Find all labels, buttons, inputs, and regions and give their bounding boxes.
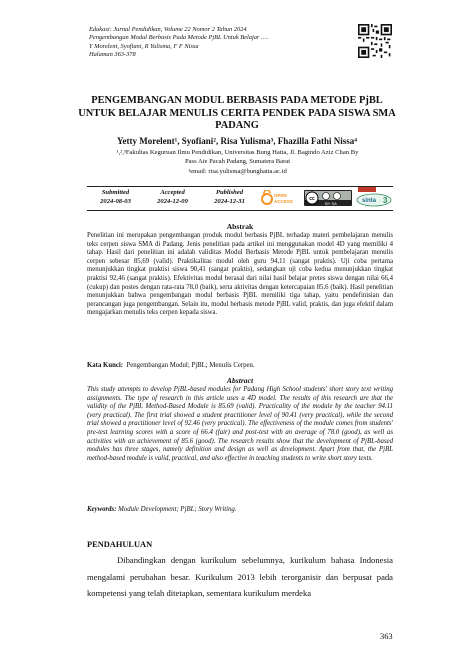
author-list: Yetty Morelent¹, Syofiani², Risa Yulisma³, Fhazilla Fathi Nissa⁴ — [117, 136, 357, 146]
header-line: Y Morelent, Syofiani, R Yulisma, F F Nissa — [89, 42, 199, 50]
qr-code-icon — [358, 24, 392, 58]
svg-text:BY SA: BY SA — [325, 201, 337, 206]
sinta-logo-icon — [356, 186, 392, 208]
keywords: Keywords: Module Development; PjBL; Story Writing. — [87, 506, 237, 513]
divider — [87, 186, 393, 187]
published-date: Published 2024-12-31 — [214, 189, 245, 205]
divider — [87, 210, 393, 211]
submitted-date: Submitted 2024-08-03 — [100, 189, 131, 205]
header-line: Halaman 363-378 — [89, 50, 136, 58]
page-number: 363 — [380, 632, 393, 641]
abstract-text: This study attempts to develop PjBL-based modules for Padang High School students' short story text writing assignments. The type of research in this article uses a 4D model. The results of this research are that the validity of the PjBL Method-Based Module is 85.69 (valid). Practicality of the module by the teacher 94.11 (very practical). The first trial showed a student practitioner level of 90.41 (very practical), while the second trial showed a practitioner level of 92.46 (very practical). The effectiveness of the module comes from students' pre-test learning scores with a score of 66.4 (fair) and post-test with an average of 78.0 (good), as well as activities with an achievement of 85.6 (good). The research results show that the development of PjBL-based modules has three stages, namely definition and design as well as development. Apart from that, the PjBL method-based module is valid, practical, and also effective in teaching students to write short story texts. — [87, 386, 393, 462]
open-access-icon — [260, 190, 302, 206]
author-email: ¹email: risa.yulisma@bunghatta.ac.id — [188, 168, 287, 175]
affiliation-line: Pass Aie Pacah Padang, Sumatera Barat — [184, 157, 291, 165]
svg-text:sinta: sinta — [362, 198, 377, 204]
journal-header — [89, 26, 349, 59]
svg-text:cc: cc — [309, 196, 315, 202]
publication-dates — [87, 189, 259, 206]
svg-text:ACCESS: ACCESS — [274, 199, 293, 204]
affiliation — [100, 149, 375, 166]
accepted-date: Accepted 2024-12-09 — [157, 189, 188, 205]
svg-text:3: 3 — [383, 196, 388, 205]
abstrak-text: Penelitian ini merupakan pengembangan produk modul berbasis PjBL terhadap materi pembelajaran menulis teks cerpen siswa SMA di Padang. Jenis penelitian pada artikel ini menggunakan model 4D yang memiliki 4 tahap. Hasil dari penelitian ini adalah validitas Modul Berbasis Metode PjBL untuk pembelajaran menulis cerpen sebesar 85,69 (valid). Praktikalitas modul oleh guru 94,11 (sangat praktis). Uji coba pertama menunjukkan tingkat praktisi siswa 90,41 (sangat praktis), sedangkan uji coba kedua menunjukkan tingkat praktisi 92,46 (sangat praktis). Efektivitas modul berasal dari nilai hasil belajar pretes siswa dengan nilai 66,4 (cukup) dan postes dengan rata-rata 78,0 (baik), serta aktivitas dengan ketercapaian 85,6 (baik). Hasil penelitian menunjukkan bahwa pengembangan modul berbasis PjBL memiliki tiga tahap, yaitu pendefinisian dan perancangan juga pengembangan. Selain itu, modul berbasis metode PjBL valid, praktis, dan juga efektif dalam mengajarkan menulis teks cerpen kepada siswa. — [87, 232, 393, 317]
open-access-label: OPEN — [274, 193, 287, 198]
abstrak-heading: Abstrak — [226, 222, 254, 231]
section-heading: PENDAHULUAN — [87, 540, 153, 549]
cc-license-icon — [304, 190, 352, 206]
section-paragraph: Dibandingkan dengan kurikulum sebelumnya, kurikulum bahasa Indonesia mengalami perubahan besar. Kurikulum 2013 lebih terorganisir dan berpusat pada kompetensi yang telah ditetapkan, sementara kurikulum merdeka — [87, 555, 393, 598]
kata-kunci: Kata Kunci: Pengembangan Modul; PjBL; Menulis Cerpen. — [87, 362, 255, 369]
affiliation-line: ¹,²,³Fakultas Keguruan Ilmu Pendidikan, Universitas Bung Hatta, Jl. Bagindo Aziz Chan By — [116, 149, 359, 156]
header-line: Pengembangan Modul Berbasis Pada Metode PjBL Untuk Belajar …. — [89, 34, 269, 42]
abstract-heading: Abstract — [226, 376, 254, 385]
paper-title: PENGEMBANGAN MODUL BERBASIS PADA METODE PjBL UNTUK BELAJAR MENULIS CERITA PENDEK PADA SISWA SMA PADANG — [78, 95, 396, 131]
header-line: Edukasi: Jurnal Pendidikan, Volume 22 Nomor 2 Tahun 2024 — [89, 26, 247, 33]
